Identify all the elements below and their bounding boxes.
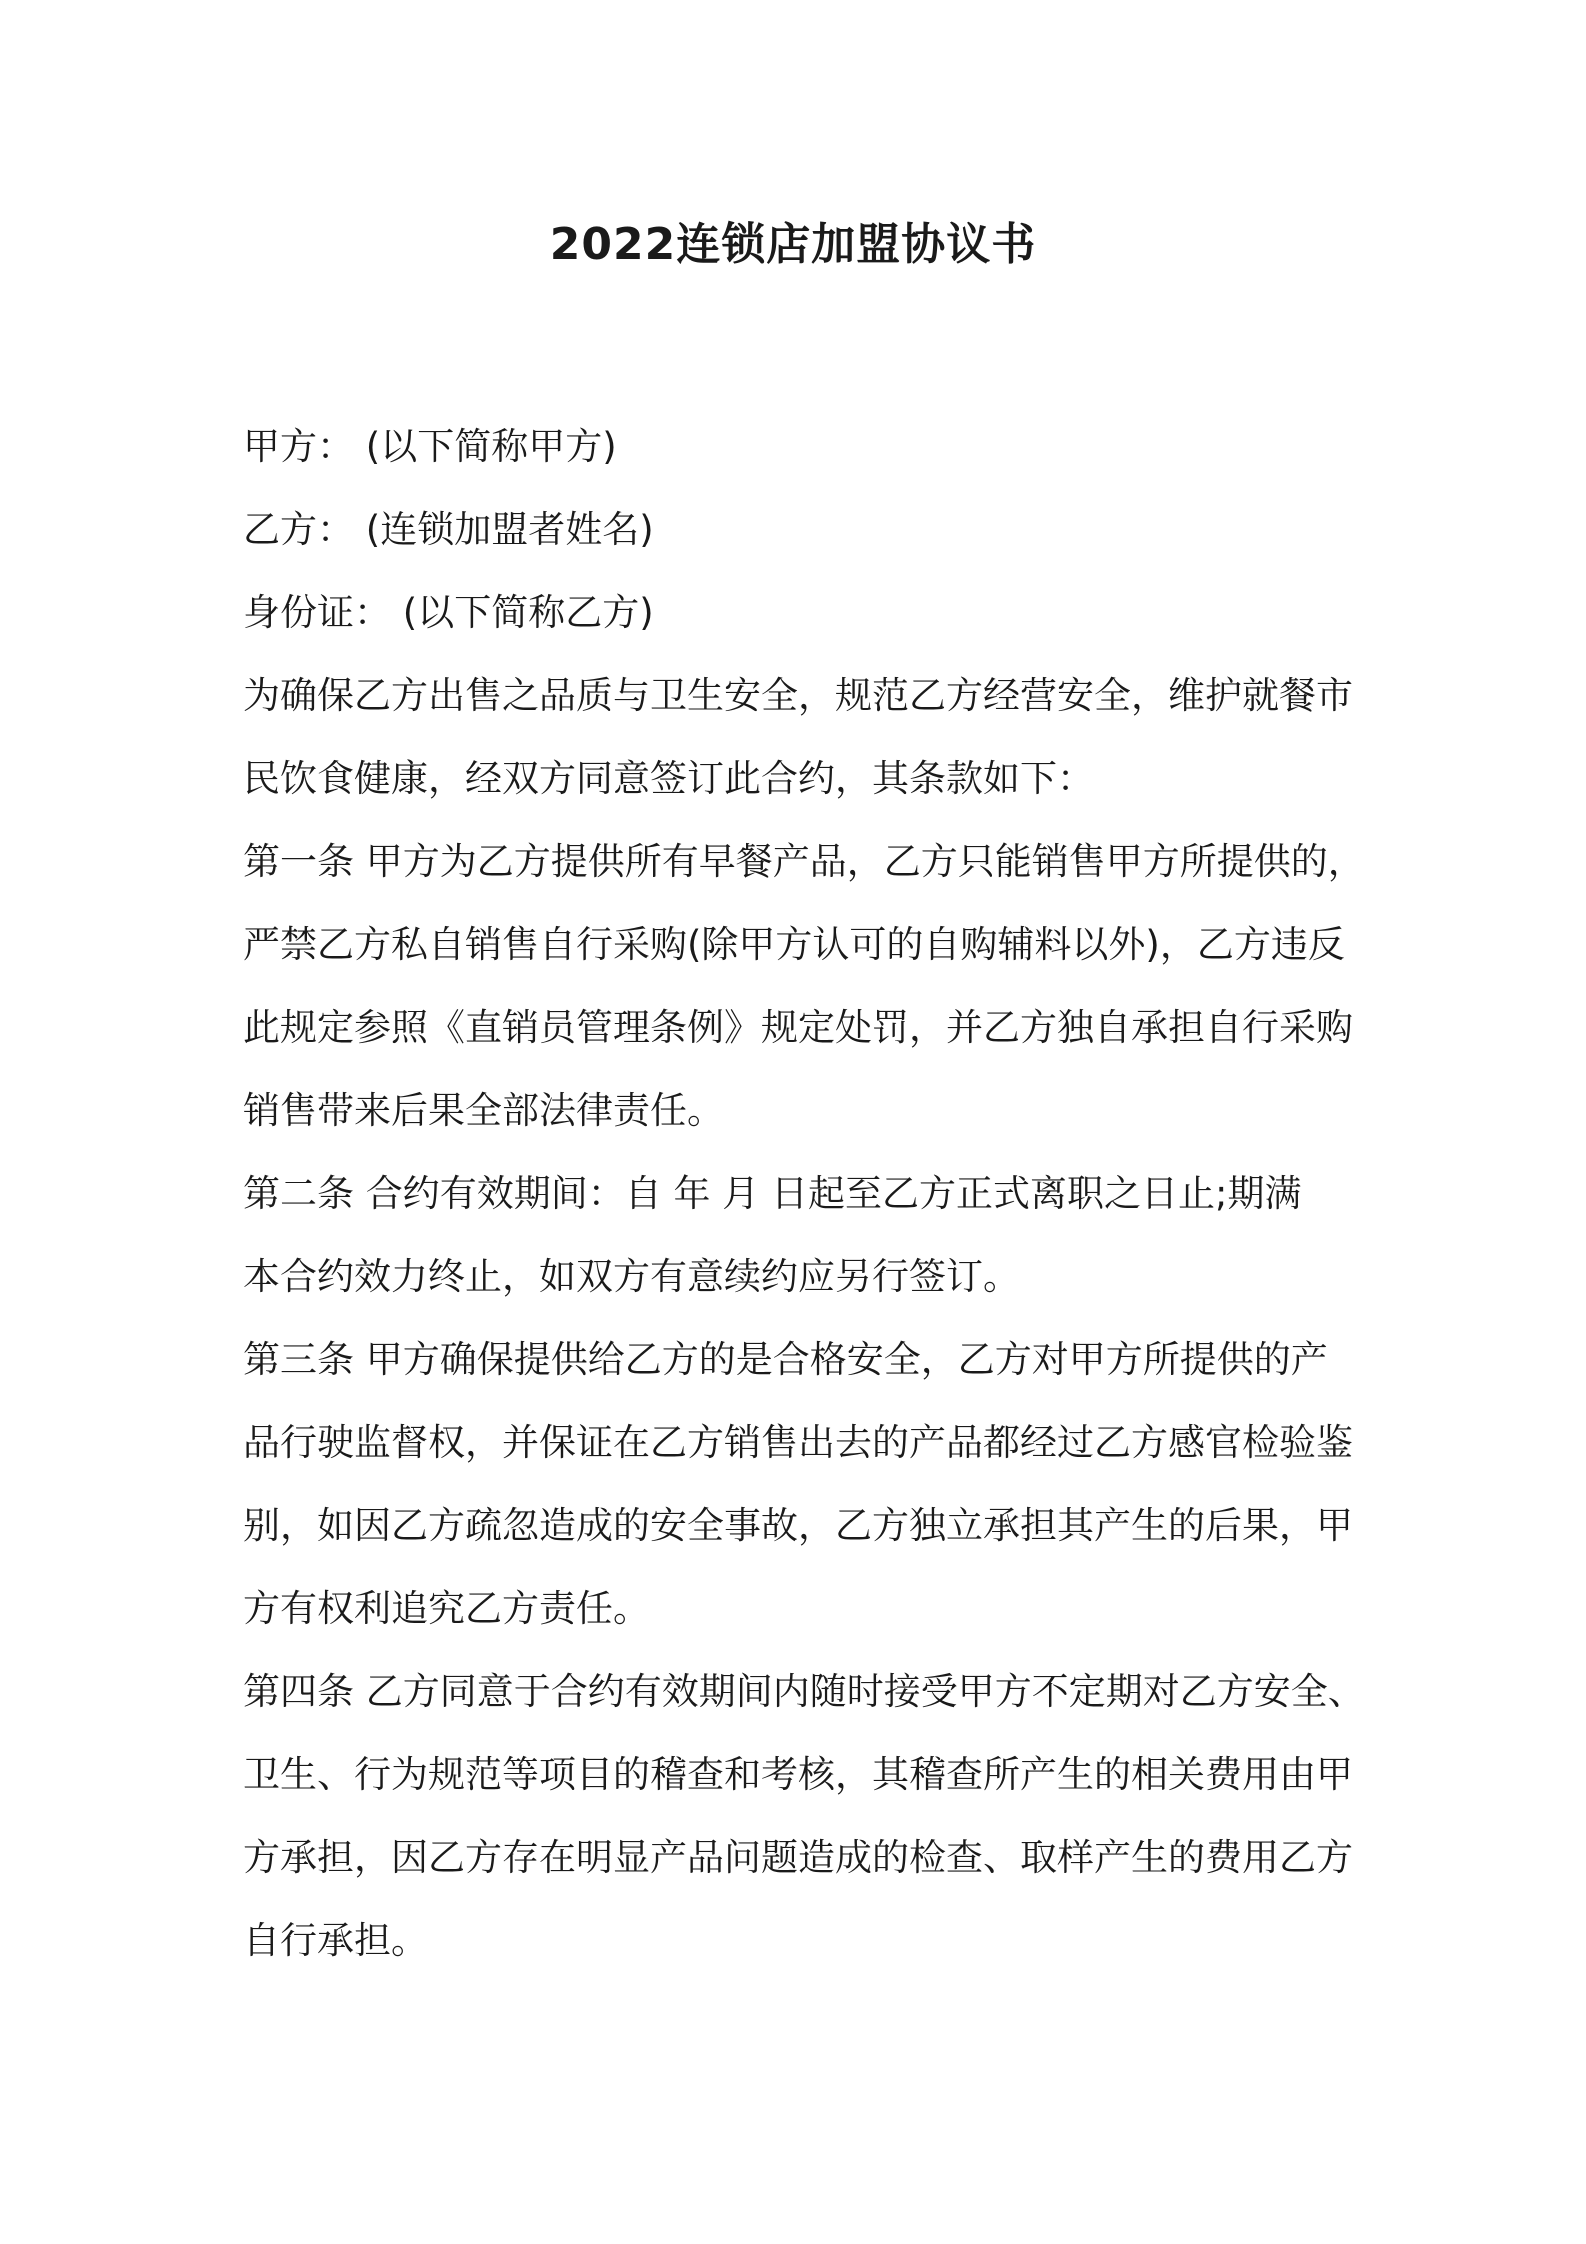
preamble-line: 为确保乙方出售之品质与卫生安全，规范乙方经营安全，维护就餐市 [243, 674, 1353, 717]
article-2-line: 第二条 合约有效期间：自 年 月 日起至乙方正式离职之日止;期满 [243, 1172, 1302, 1215]
document-title: 2022连锁店加盟协议书 [549, 219, 1037, 270]
article-1-line: 销售带来后果全部法律责任。 [243, 1089, 724, 1132]
article-4-line: 自行承担。 [243, 1919, 428, 1962]
id-card-line: 身份证： (以下简称乙方) [243, 591, 654, 634]
party-b-line: 乙方： (连锁加盟者姓名) [243, 508, 654, 551]
article-1-line: 第一条 甲方为乙方提供所有早餐产品，乙方只能销售甲方所提供的， [243, 840, 1365, 883]
document-body [243, 405, 1363, 1982]
article-3-line: 方有权利追究乙方责任。 [243, 1587, 650, 1630]
party-a-line: 甲方： (以下简称甲方) [243, 425, 617, 468]
article-1-line: 此规定参照《直销员管理条例》规定处罚，并乙方独自承担自行采购 [243, 1006, 1353, 1049]
article-4-line: 第四条 乙方同意于合约有效期间内随时接受甲方不定期对乙方安全、 [243, 1670, 1365, 1713]
article-3-line: 第三条 甲方确保提供给乙方的是合格安全，乙方对甲方所提供的产 [243, 1338, 1328, 1381]
article-3-line: 别，如因乙方疏忽造成的安全事故，乙方独立承担其产生的后果，甲 [243, 1504, 1353, 1547]
article-3-line: 品行驶监督权，并保证在乙方销售出去的产品都经过乙方感官检验鉴 [243, 1421, 1353, 1464]
article-4-line: 卫生、行为规范等项目的稽查和考核，其稽查所产生的相关费用由甲 [243, 1753, 1353, 1796]
preamble-line: 民饮食健康，经双方同意签订此合约，其条款如下： [243, 757, 1094, 800]
article-4-line: 方承担，因乙方存在明显产品问题造成的检查、取样产生的费用乙方 [243, 1836, 1353, 1879]
article-2-line: 本合约效力终止，如双方有意续约应另行签订。 [243, 1255, 1020, 1298]
article-1-line: 严禁乙方私自销售自行采购(除甲方认可的自购辅料以外)，乙方违反 [243, 923, 1345, 966]
